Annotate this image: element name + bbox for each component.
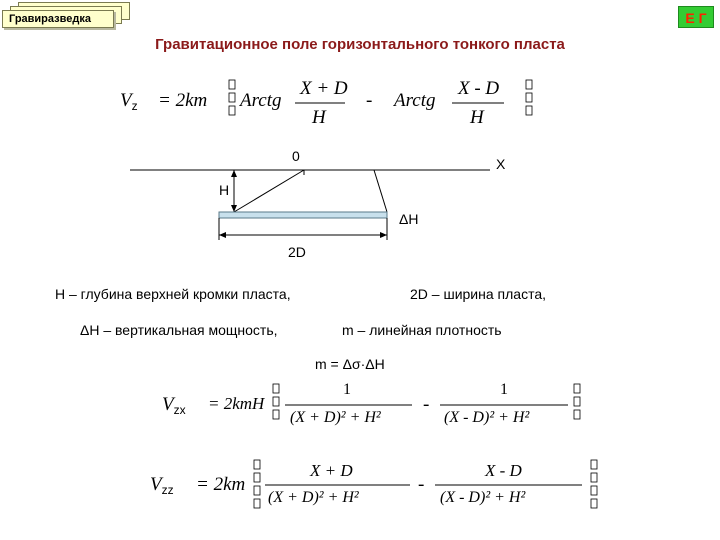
- vzz-bracket-box: [254, 486, 260, 495]
- width-arrow-left: [219, 232, 226, 238]
- vzx-bracket-box: [574, 397, 580, 406]
- depth-label: H: [219, 182, 230, 198]
- vzx-numerator-1: 1: [343, 381, 351, 398]
- vzx-lhs: [162, 394, 186, 417]
- vzx-bracket-box: [273, 397, 279, 406]
- vzx-bracket-box: [574, 410, 580, 419]
- vz-coef: = 2km: [158, 90, 208, 111]
- vzz-bracket-box: [254, 499, 260, 508]
- vzz-minus: -: [418, 474, 425, 495]
- vz-bracket-box: [229, 93, 235, 102]
- vzx-coef: = 2kmH: [208, 394, 265, 413]
- width-arrow-right: [380, 232, 387, 238]
- ray-left: [234, 170, 304, 212]
- vzx-numerator-2: 1: [500, 381, 508, 398]
- vzz-subscript: zz: [161, 483, 174, 497]
- definition-width: 2D – ширина пласта,: [410, 286, 546, 302]
- depth-arrow-head-up: [231, 170, 237, 177]
- vzz-symbol: V: [150, 474, 162, 495]
- vzz-lhs: [150, 474, 174, 497]
- definition-depth: H – глубина верхней кромки пласта,: [55, 286, 291, 302]
- vzz-coef: = 2km: [196, 474, 246, 495]
- width-label: 2D: [288, 244, 306, 260]
- vz-bracket-box: [229, 80, 235, 89]
- vzz-numerator-2: X - D: [485, 461, 522, 480]
- vzx-minus: -: [423, 394, 430, 415]
- vzz-numerator-1: X + D: [310, 461, 353, 480]
- ray-right: [374, 170, 387, 212]
- vzx-bracket-box: [273, 384, 279, 393]
- vz-bracket-box: [526, 93, 532, 102]
- vzx-denominator-2: (X - D)² + H²: [444, 409, 530, 426]
- vz-numerator-1: X + D: [300, 78, 348, 99]
- corner-badge[interactable]: Е Г: [678, 6, 714, 28]
- vz-lhs: [120, 90, 138, 113]
- vzz-bracket-box: [591, 473, 597, 482]
- vzz-denominator-1: (X + D)² + H²: [268, 489, 359, 506]
- thin-layer: [219, 212, 387, 218]
- vzz-bracket-box: [254, 473, 260, 482]
- vzx-subscript: zx: [173, 403, 186, 417]
- origin-label: 0: [292, 148, 300, 164]
- vz-minus: -: [366, 90, 373, 111]
- vz-arctg-1: Arctg: [240, 90, 282, 111]
- vz-symbol: V: [120, 90, 132, 111]
- vz-arctg-2: Arctg: [394, 90, 436, 111]
- x-axis-label: X: [496, 156, 506, 172]
- vz-denominator-1: H: [312, 107, 326, 128]
- definition-thickness: ΔH – вертикальная мощность,: [80, 322, 278, 338]
- vzx-denominator-1: (X + D)² + H²: [290, 409, 381, 426]
- thickness-label: ΔH: [399, 211, 419, 227]
- vz-numerator-2: X - D: [458, 78, 500, 99]
- section-badge-label: Гравиразведка: [2, 10, 114, 28]
- vz-denominator-2: H: [470, 107, 484, 128]
- vzz-bracket-box: [591, 499, 597, 508]
- vzx-bracket-box: [273, 410, 279, 419]
- vzx-symbol: V: [162, 394, 174, 415]
- vzx-bracket-box: [574, 384, 580, 393]
- density-formula: m = Δσ·ΔH: [315, 356, 385, 372]
- vzz-bracket-box: [591, 486, 597, 495]
- page-title: Гравитационное поле горизонтального тонкого пласта: [155, 36, 565, 53]
- vz-bracket-box: [526, 80, 532, 89]
- definition-density: m – линейная плотность: [342, 322, 502, 338]
- vzz-bracket-box: [591, 460, 597, 469]
- vzz-bracket-box: [254, 460, 260, 469]
- vz-subscript: z: [131, 99, 138, 113]
- vz-bracket-box: [229, 106, 235, 115]
- vz-bracket-box: [526, 106, 532, 115]
- vzz-denominator-2: (X - D)² + H²: [440, 489, 526, 506]
